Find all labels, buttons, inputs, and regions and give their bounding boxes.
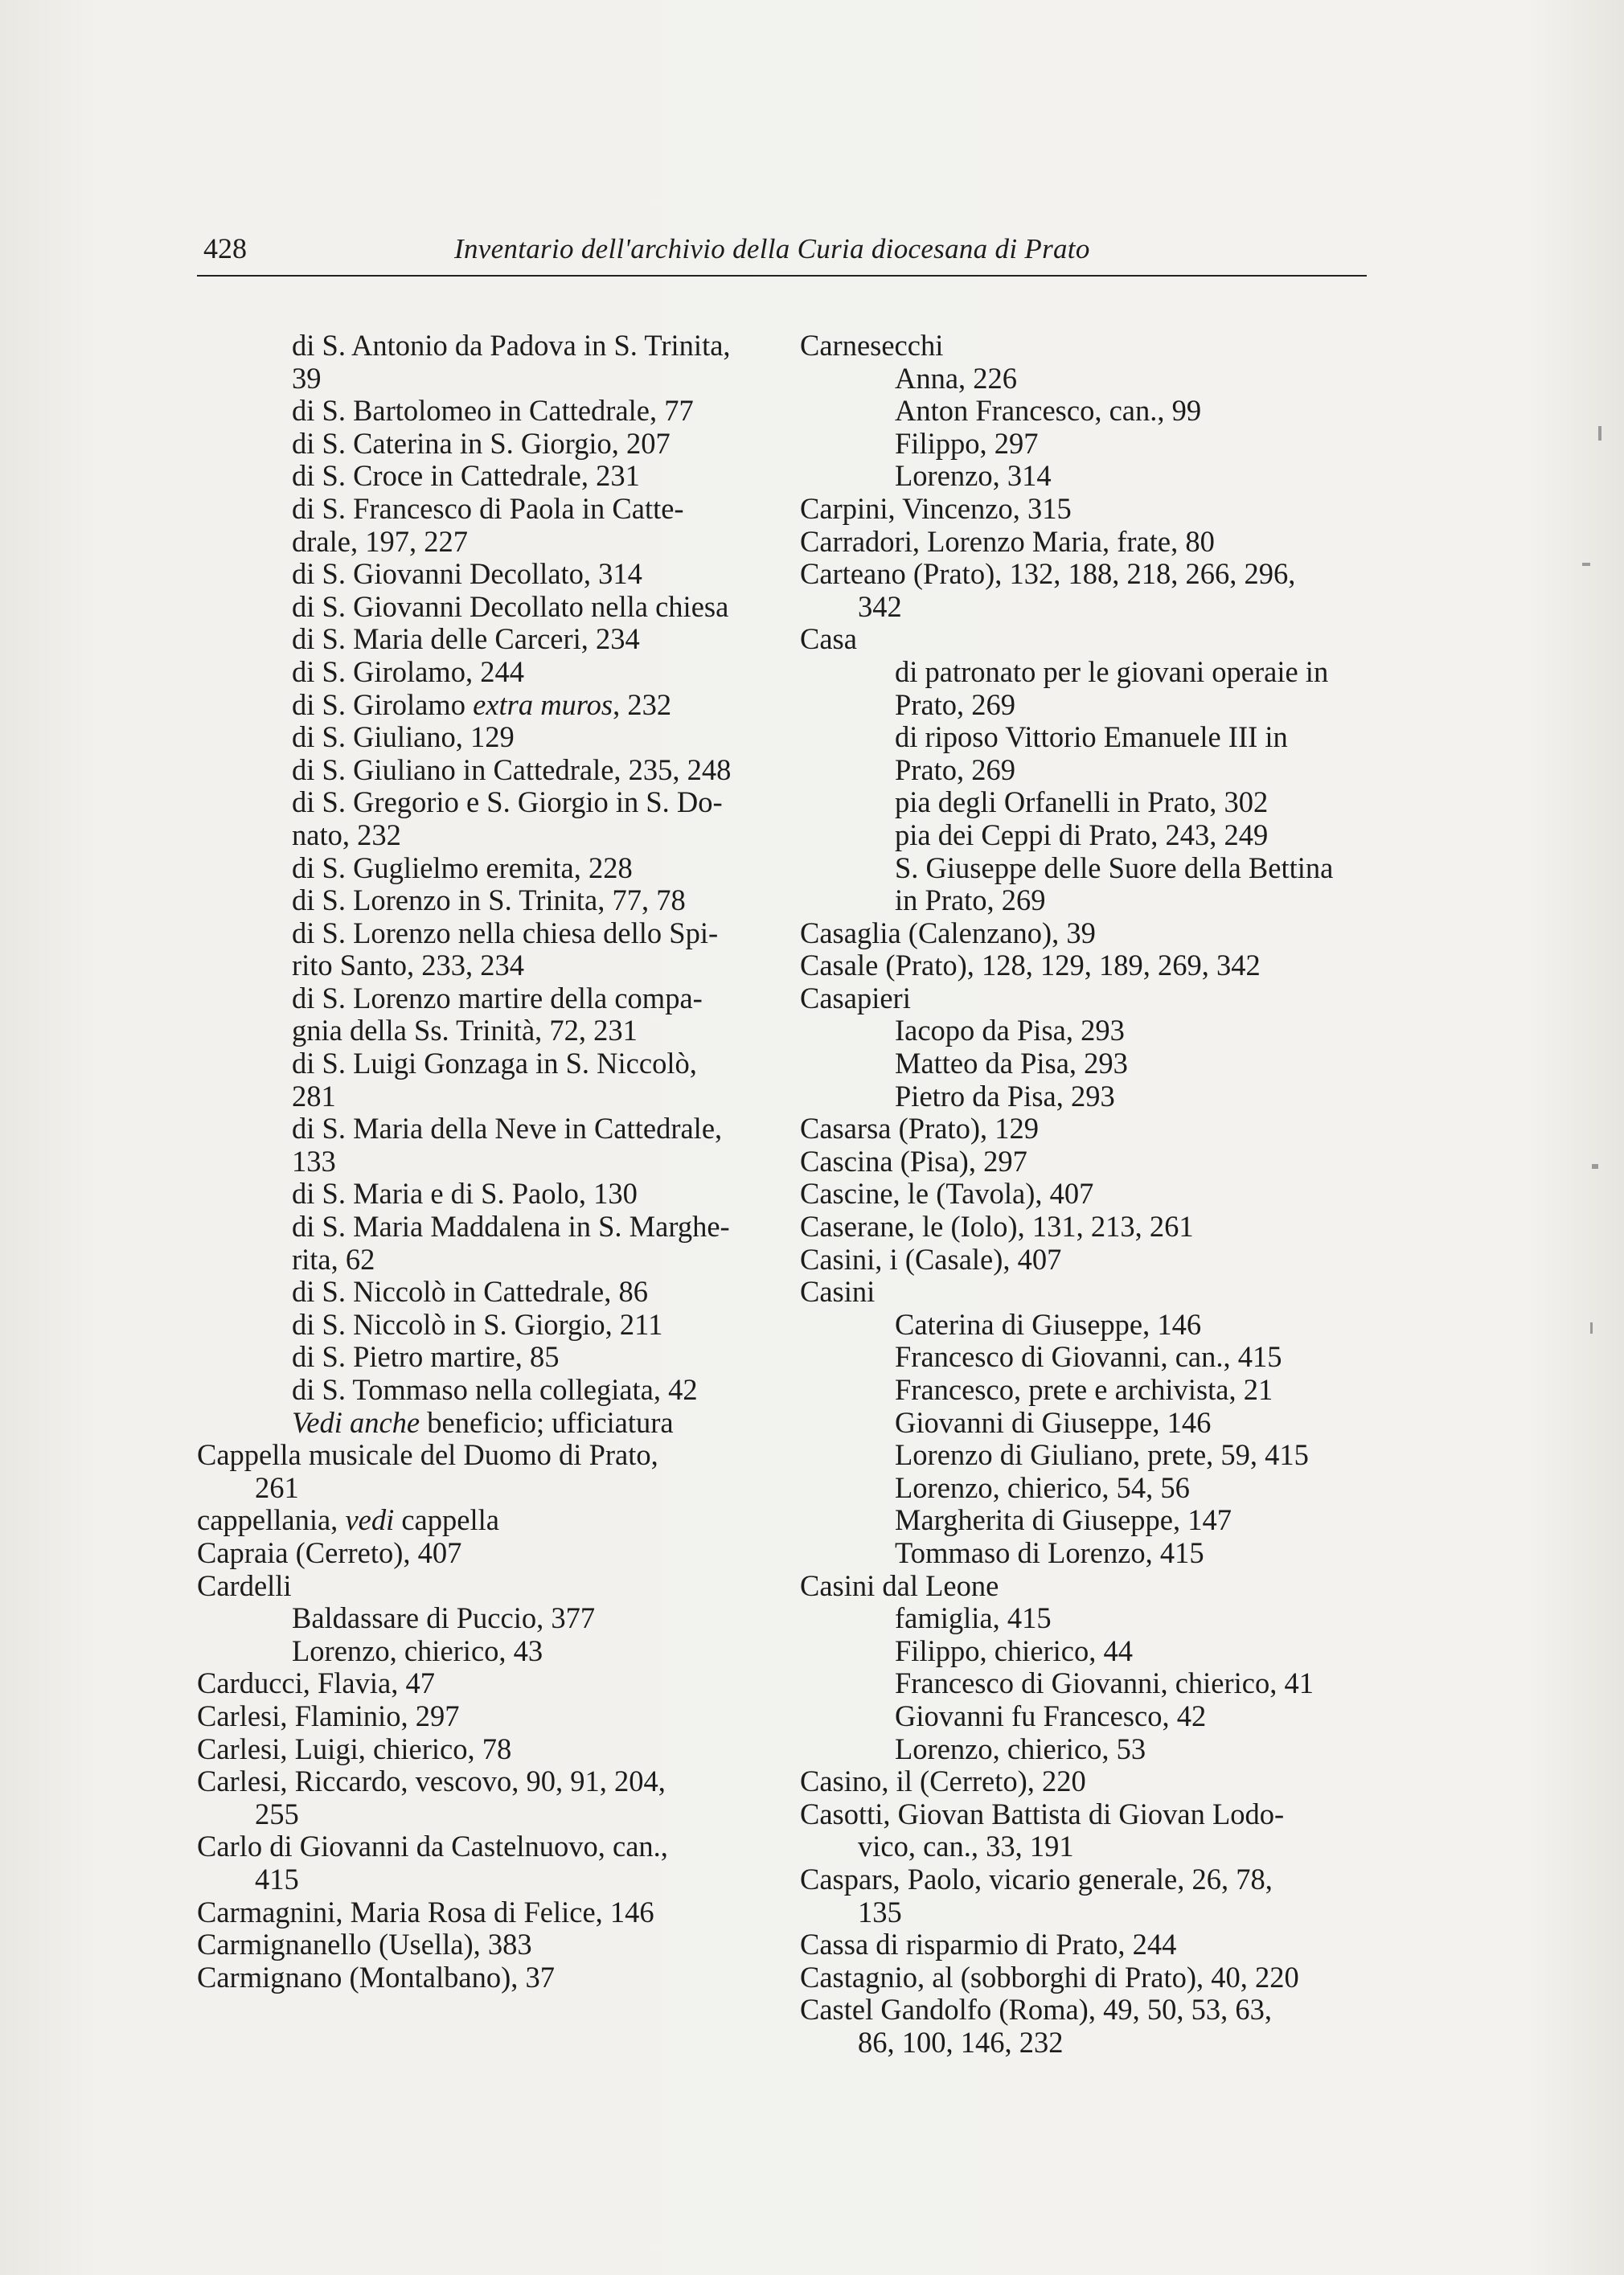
index-subentry: 133 [292,1144,336,1178]
index-subentry: Francesco di Giovanni, chierico, 41 [895,1666,1314,1700]
index-subentry: di S. Giovanni Decollato nella chiesa [292,589,729,623]
index-entry: Carteano (Prato), 132, 188, 218, 266, 296, [800,557,1296,591]
index-subentry: 281 [292,1079,336,1113]
index-entry: Carducci, Flavia, 47 [197,1666,435,1700]
index-entry: Cappella musicale del Duomo di Prato, [197,1438,658,1472]
index-entry: Cascine, le (Tavola), 407 [800,1177,1094,1211]
index-column-left [197,330,760,1994]
index-subentry: Filippo, chierico, 44 [895,1633,1134,1667]
entry-italic-text: extra muros [473,687,613,721]
index-subentry [197,1407,760,1440]
index-entry: 261 [255,1470,299,1504]
index-entry: Cassa di risparmio di Prato, 244 [800,1928,1177,1961]
index-entry: Casa [800,622,857,656]
index-entry: 342 [858,589,902,623]
index-subentry: di S. Niccolò in Cattedrale, 86 [292,1275,648,1309]
index-subentry: di S. Girolamo, 244 [292,654,524,688]
entry-text: beneficio; ufficiatura [420,1405,674,1439]
index-entry: Carlesi, Riccardo, vescovo, 90, 91, 204, [197,1765,666,1798]
index-entry: Carnesecchi [800,329,944,362]
index-subentry: di S. Guglielmo eremita, 228 [292,851,633,884]
index-subentry: in Prato, 269 [895,883,1046,917]
index-subentry: S. Giuseppe delle Suore della Bettina [895,851,1334,884]
index-subentry: di S. Luigi Gonzaga in S. Niccolò, [292,1047,697,1080]
index-subentry: Margherita di Giuseppe, 147 [895,1503,1232,1537]
index-subentry: gnia della Ss. Trinità, 72, 231 [292,1014,638,1047]
index-subentry: di S. Pietro martire, 85 [292,1340,560,1374]
index-subentry: Lorenzo, chierico, 54, 56 [895,1470,1190,1504]
index-subentry [197,689,760,722]
index-subentry: Filippo, 297 [895,426,1039,460]
index-entry: Casini, i (Casale), 407 [800,1242,1062,1276]
index-entry: Caspars, Paolo, vicario generale, 26, 78, [800,1862,1273,1896]
index-entry: Carmignanello (Usella), 383 [197,1928,532,1961]
index-entry: Casapieri [800,981,911,1015]
entry-italic-text: vedi [345,1503,395,1537]
index-entry: 135 [858,1895,902,1929]
entry-text: di S. Girolamo [292,687,474,721]
index-entry: Casino, il (Cerreto), 220 [800,1765,1086,1798]
index-subentry: di S. Lorenzo martire della compa- [292,981,703,1015]
running-title: Inventario dell'archivio della Curia diocesana di Prato [454,233,1090,264]
index-subentry: Matteo da Pisa, 293 [895,1047,1128,1080]
edge-mark [1590,1322,1593,1334]
index-subentry: di S. Gregorio e S. Giorgio in S. Do- [292,785,723,819]
index-subentry: di S. Giuliano, 129 [292,720,515,754]
index-entry: Casini dal Leone [800,1568,999,1602]
index-subentry: di S. Maria Maddalena in S. Marghe- [292,1210,730,1244]
page-number: 428 [203,232,247,264]
index-entry: 86, 100, 146, 232 [858,2025,1064,2059]
index-subentry: Lorenzo, chierico, 53 [895,1732,1146,1765]
edge-mark [1598,426,1601,441]
index-entry: Casotti, Giovan Battista di Giovan Lodo- [800,1797,1285,1830]
index-subentry: famiglia, 415 [895,1601,1052,1635]
index-subentry: di S. Caterina in S. Giorgio, 207 [292,426,671,460]
index-subentry: drale, 197, 227 [292,524,468,558]
index-subentry: Lorenzo, 314 [895,459,1052,493]
index-subentry: Tommaso di Lorenzo, 415 [895,1535,1204,1569]
entry-text: , 232 [613,687,672,721]
index-subentry: Caterina di Giuseppe, 146 [895,1307,1202,1341]
index-entry: vico, can., 33, 191 [858,1830,1074,1863]
index-subentry: Prato, 269 [895,752,1016,786]
index-subentry: Lorenzo, chierico, 43 [292,1633,543,1667]
index-subentry: rito Santo, 233, 234 [292,949,524,982]
index-subentry: di S. Maria e di S. Paolo, 130 [292,1177,638,1211]
index-entry: Caserane, le (Iolo), 131, 213, 261 [800,1210,1194,1244]
index-entry: Casale (Prato), 128, 129, 189, 269, 342 [800,949,1261,982]
index-entry: Cardelli [197,1568,292,1602]
index-subentry: Prato, 269 [895,687,1016,721]
index-subentry: Lorenzo di Giuliano, prete, 59, 415 [895,1438,1309,1472]
index-subentry: pia degli Orfanelli in Prato, 302 [895,785,1269,819]
edge-mark [1592,1164,1598,1169]
index-subentry: di S. Giovanni Decollato, 314 [292,557,642,591]
index-entry: Carmagnini, Maria Rosa di Felice, 146 [197,1895,654,1929]
index-subentry: di S. Tommaso nella collegiata, 42 [292,1373,698,1406]
index-entry: Capraia (Cerreto), 407 [197,1535,462,1569]
index-entry: Casini [800,1275,876,1309]
entry-text: cappella [394,1503,499,1537]
edge-mark [1582,563,1590,566]
index-subentry: di S. Antonio da Padova in S. Trinita, [292,329,731,362]
index-subentry: Giovanni fu Francesco, 42 [895,1699,1207,1732]
index-entry: Casarsa (Prato), 129 [800,1112,1039,1146]
index-subentry: di patronato per le giovani operaie in [895,654,1329,688]
index-entry: Casaglia (Calenzano), 39 [800,916,1096,949]
running-header [197,230,1367,277]
index-entry: Cascina (Pisa), 297 [800,1144,1027,1178]
index-subentry: Anton Francesco, can., 99 [895,394,1202,428]
index-subentry: di S. Lorenzo nella chiesa dello Spi- [292,916,719,949]
entry-italic-text: Vedi anche [292,1405,420,1439]
index-subentry: di S. Croce in Cattedrale, 231 [292,459,640,493]
index-entry: 255 [255,1797,299,1830]
index-entry: Castel Gandolfo (Roma), 49, 50, 53, 63, [800,1993,1272,2027]
index-subentry: nato, 232 [292,818,401,851]
index-subentry: di S. Lorenzo in S. Trinita, 77, 78 [292,883,686,917]
index-subentry: Iacopo da Pisa, 293 [895,1014,1125,1047]
index-subentry: Giovanni di Giuseppe, 146 [895,1405,1212,1439]
entry-text: cappellania, [197,1503,346,1537]
index-subentry: di S. Francesco di Paola in Catte- [292,491,684,525]
index-subentry: Anna, 226 [895,361,1018,395]
index-subentry: pia dei Ceppi di Prato, 243, 249 [895,818,1269,851]
index-subentry: di riposo Vittorio Emanuele III in [895,720,1288,754]
index-subentry: di S. Maria della Neve in Cattedrale, [292,1112,723,1146]
index-entry: Carlesi, Flaminio, 297 [197,1699,460,1732]
index-entry: 415 [255,1862,299,1896]
index-subentry: di S. Giuliano in Cattedrale, 235, 248 [292,752,732,786]
index-subentry: di S. Maria delle Carceri, 234 [292,622,640,656]
index-column-right [800,330,1379,2059]
index-subentry: Francesco, prete e archivista, 21 [895,1373,1273,1406]
index-subentry: Francesco di Giovanni, can., 415 [895,1340,1282,1374]
index-subentry: 39 [292,361,322,395]
index-entry: Carradori, Lorenzo Maria, frate, 80 [800,524,1215,558]
index-subentry: Pietro da Pisa, 293 [895,1079,1115,1113]
index-subentry: di S. Niccolò in S. Giorgio, 211 [292,1307,663,1341]
index-subentry: di S. Bartolomeo in Cattedrale, 77 [292,394,694,428]
index-entry: Carmignano (Montalbano), 37 [197,1960,556,1994]
index-subentry: Baldassare di Puccio, 377 [292,1601,596,1635]
index-entry: Carpini, Vincenzo, 315 [800,491,1072,525]
index-entry: Carlesi, Luigi, chierico, 78 [197,1732,512,1765]
index-subentry: rita, 62 [292,1242,375,1276]
index-entry [197,1504,760,1537]
index-entry: Carlo di Giovanni da Castelnuovo, can., [197,1830,668,1863]
index-entry: Castagnio, al (sobborghi di Prato), 40, 220 [800,1960,1299,1994]
